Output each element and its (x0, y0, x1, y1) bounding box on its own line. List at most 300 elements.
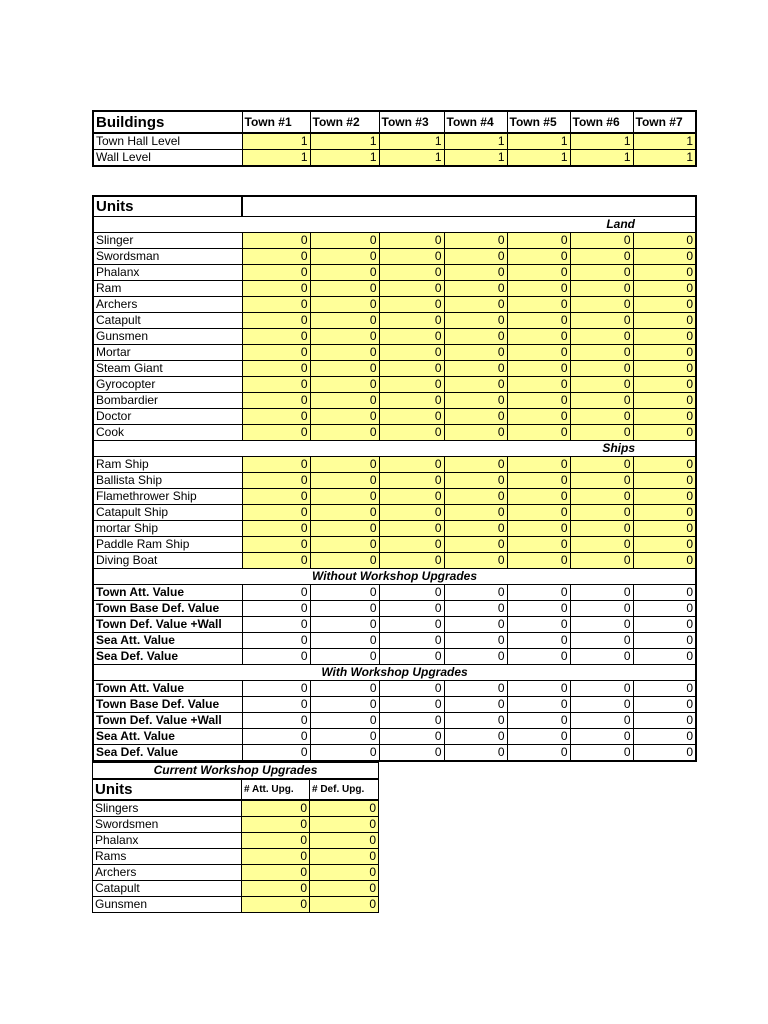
town-4-header: Town #4 (444, 111, 507, 133)
input-cell[interactable]: 0 (310, 489, 379, 505)
input-cell[interactable]: 0 (570, 457, 633, 473)
input-cell[interactable]: 0 (242, 345, 310, 361)
row-label: Ram Ship (93, 457, 242, 473)
row-label: Cook (93, 425, 242, 441)
value-cell: 0 (310, 617, 379, 633)
value-cell: 0 (379, 681, 444, 697)
input-cell[interactable]: 0 (379, 281, 444, 297)
row-label: Catapult (93, 881, 242, 897)
input-cell[interactable]: 0 (507, 393, 570, 409)
input-cell[interactable]: 0 (379, 329, 444, 345)
input-cell[interactable]: 0 (570, 537, 633, 553)
input-cell[interactable]: 0 (507, 297, 570, 313)
value-cell: 0 (444, 633, 507, 649)
input-cell[interactable]: 0 (507, 521, 570, 537)
att-upgrade-cell[interactable]: 0 (242, 881, 310, 897)
def-upgrade-cell[interactable]: 0 (310, 849, 379, 865)
input-cell[interactable]: 0 (507, 553, 570, 569)
value-cell: 0 (570, 649, 633, 665)
with-upgrades-label: With Workshop Upgrades (93, 665, 696, 681)
att-upgrade-cell[interactable]: 0 (242, 849, 310, 865)
input-cell[interactable]: 0 (444, 457, 507, 473)
input-cell[interactable]: 0 (310, 361, 379, 377)
value-cell: 0 (242, 601, 310, 617)
value-cell: 0 (444, 729, 507, 745)
ship-unit-row (93, 537, 696, 553)
input-cell[interactable]: 0 (242, 377, 310, 393)
value-row (93, 681, 696, 697)
input-cell[interactable]: 1 (444, 133, 507, 150)
town-5-header: Town #5 (507, 111, 570, 133)
workshop-row (93, 865, 379, 881)
row-label: Diving Boat (93, 553, 242, 569)
land-unit-row (93, 329, 696, 345)
input-cell[interactable]: 0 (444, 361, 507, 377)
value-cell: 0 (570, 713, 633, 729)
att-upg-header: # Att. Upg. (242, 779, 310, 800)
input-cell[interactable]: 0 (633, 297, 696, 313)
workshop-title-row (93, 763, 379, 780)
value-cell: 0 (633, 729, 696, 745)
value-cell: 0 (310, 745, 379, 762)
input-cell[interactable]: 1 (242, 133, 310, 150)
input-cell[interactable]: 0 (242, 473, 310, 489)
input-cell[interactable]: 0 (444, 505, 507, 521)
value-cell: 0 (570, 729, 633, 745)
input-cell[interactable]: 0 (633, 393, 696, 409)
value-cell: 0 (444, 713, 507, 729)
input-cell[interactable]: 0 (379, 377, 444, 393)
input-cell[interactable]: 0 (242, 537, 310, 553)
value-cell: 0 (242, 697, 310, 713)
value-cell: 0 (310, 729, 379, 745)
input-cell[interactable]: 0 (570, 409, 633, 425)
units-header: Units (93, 196, 242, 217)
units-table (92, 195, 697, 762)
row-label: Town Def. Value +Wall (93, 617, 242, 633)
input-cell[interactable]: 0 (633, 537, 696, 553)
input-cell[interactable]: 1 (444, 150, 507, 167)
input-cell[interactable]: 0 (379, 457, 444, 473)
value-cell: 0 (379, 601, 444, 617)
row-label: Mortar (93, 345, 242, 361)
input-cell[interactable]: 0 (310, 409, 379, 425)
att-upgrade-cell[interactable]: 0 (242, 897, 310, 913)
input-cell[interactable]: 0 (444, 265, 507, 281)
input-cell[interactable]: 0 (310, 281, 379, 297)
input-cell[interactable]: 0 (242, 425, 310, 441)
land-unit-row (93, 409, 696, 425)
value-cell: 0 (444, 601, 507, 617)
input-cell[interactable]: 1 (507, 150, 570, 167)
row-label: Archers (93, 865, 242, 881)
value-cell: 0 (444, 745, 507, 762)
value-cell: 0 (570, 633, 633, 649)
input-cell[interactable]: 0 (507, 505, 570, 521)
land-unit-row (93, 265, 696, 281)
input-cell[interactable]: 0 (507, 425, 570, 441)
input-cell[interactable]: 0 (444, 553, 507, 569)
input-cell[interactable]: 1 (379, 133, 444, 150)
input-cell[interactable]: 1 (310, 133, 379, 150)
input-cell[interactable]: 0 (242, 329, 310, 345)
input-cell[interactable]: 0 (444, 537, 507, 553)
input-cell[interactable]: 0 (570, 249, 633, 265)
value-cell: 0 (310, 649, 379, 665)
value-cell: 0 (633, 649, 696, 665)
input-cell[interactable]: 1 (379, 150, 444, 167)
value-cell: 0 (507, 585, 570, 601)
input-cell[interactable]: 0 (633, 489, 696, 505)
input-cell[interactable]: 0 (633, 281, 696, 297)
input-cell[interactable]: 0 (444, 473, 507, 489)
input-cell[interactable]: 0 (444, 249, 507, 265)
att-upgrade-cell[interactable]: 0 (242, 800, 310, 817)
value-cell: 0 (444, 681, 507, 697)
land-section-label-row (93, 217, 696, 233)
value-row (93, 713, 696, 729)
row-label: Gunsmen (93, 329, 242, 345)
land-unit-row (93, 297, 696, 313)
input-cell[interactable]: 0 (633, 425, 696, 441)
input-cell[interactable]: 0 (444, 329, 507, 345)
land-unit-row (93, 425, 696, 441)
input-cell[interactable]: 0 (242, 361, 310, 377)
input-cell[interactable]: 0 (310, 377, 379, 393)
row-label: Bombardier (93, 393, 242, 409)
att-upgrade-cell[interactable]: 0 (242, 817, 310, 833)
input-cell[interactable]: 0 (379, 313, 444, 329)
input-cell[interactable]: 0 (507, 473, 570, 489)
value-cell: 0 (507, 729, 570, 745)
value-cell: 0 (310, 633, 379, 649)
input-cell[interactable]: 0 (570, 425, 633, 441)
value-cell: 0 (379, 649, 444, 665)
row-label: Slingers (93, 800, 242, 817)
value-cell: 0 (633, 601, 696, 617)
input-cell[interactable]: 0 (379, 249, 444, 265)
input-cell[interactable]: 0 (310, 425, 379, 441)
input-cell[interactable]: 0 (242, 457, 310, 473)
input-cell[interactable]: 0 (379, 505, 444, 521)
value-cell: 0 (633, 681, 696, 697)
value-cell: 0 (570, 681, 633, 697)
input-cell[interactable]: 0 (507, 409, 570, 425)
spreadsheet (92, 110, 697, 913)
workshop-row (93, 881, 379, 897)
input-cell[interactable]: 0 (242, 521, 310, 537)
land-unit-row (93, 313, 696, 329)
input-cell[interactable]: 0 (633, 249, 696, 265)
input-cell[interactable]: 0 (633, 361, 696, 377)
input-cell[interactable]: 0 (379, 489, 444, 505)
input-cell[interactable]: 0 (444, 297, 507, 313)
input-cell[interactable]: 0 (310, 457, 379, 473)
value-cell: 0 (379, 697, 444, 713)
input-cell[interactable]: 1 (633, 133, 696, 150)
input-cell[interactable]: 0 (242, 553, 310, 569)
input-cell[interactable]: 0 (379, 521, 444, 537)
input-cell[interactable]: 0 (633, 329, 696, 345)
value-row (93, 601, 696, 617)
value-row (93, 729, 696, 745)
value-cell: 0 (310, 681, 379, 697)
input-cell[interactable]: 0 (379, 297, 444, 313)
input-cell[interactable]: 0 (570, 233, 633, 249)
value-cell: 0 (507, 617, 570, 633)
input-cell[interactable]: 0 (444, 425, 507, 441)
row-label: Catapult Ship (93, 505, 242, 521)
workshop-row (93, 897, 379, 913)
input-cell[interactable]: 0 (507, 361, 570, 377)
land-unit-row (93, 393, 696, 409)
workshop-row (93, 817, 379, 833)
input-cell[interactable]: 0 (444, 281, 507, 297)
input-cell[interactable]: 0 (379, 409, 444, 425)
value-cell: 0 (633, 745, 696, 762)
input-cell[interactable]: 0 (633, 553, 696, 569)
input-cell[interactable]: 0 (507, 265, 570, 281)
without-upgrades-label: Without Workshop Upgrades (93, 569, 696, 585)
ship-unit-row (93, 553, 696, 569)
input-cell[interactable]: 0 (242, 409, 310, 425)
input-cell[interactable]: 0 (379, 473, 444, 489)
wall-level-row (93, 150, 696, 167)
land-unit-row (93, 361, 696, 377)
att-upgrade-cell[interactable]: 0 (242, 833, 310, 849)
input-cell[interactable]: 0 (379, 553, 444, 569)
input-cell[interactable]: 0 (570, 393, 633, 409)
row-label: Sea Def. Value (93, 649, 242, 665)
value-cell: 0 (379, 729, 444, 745)
input-cell[interactable]: 0 (507, 281, 570, 297)
def-upgrade-cell[interactable]: 0 (310, 833, 379, 849)
workshop-header-row (93, 779, 379, 800)
input-cell[interactable]: 0 (242, 489, 310, 505)
value-cell: 0 (379, 585, 444, 601)
value-cell: 0 (507, 681, 570, 697)
input-cell[interactable]: 0 (633, 457, 696, 473)
input-cell[interactable]: 0 (242, 505, 310, 521)
input-cell[interactable]: 0 (570, 313, 633, 329)
value-cell: 0 (310, 601, 379, 617)
input-cell[interactable]: 0 (633, 345, 696, 361)
def-upgrade-cell[interactable]: 0 (310, 897, 379, 913)
input-cell[interactable]: 0 (570, 473, 633, 489)
input-cell[interactable]: 0 (379, 345, 444, 361)
input-cell[interactable]: 0 (444, 393, 507, 409)
input-cell[interactable]: 0 (570, 265, 633, 281)
value-cell: 0 (507, 713, 570, 729)
input-cell[interactable]: 0 (444, 377, 507, 393)
value-cell: 0 (379, 617, 444, 633)
input-cell[interactable]: 0 (633, 377, 696, 393)
input-cell[interactable]: 0 (633, 265, 696, 281)
input-cell[interactable]: 0 (507, 537, 570, 553)
input-cell[interactable]: 0 (242, 249, 310, 265)
value-cell: 0 (633, 697, 696, 713)
input-cell[interactable]: 0 (633, 521, 696, 537)
input-cell[interactable]: 0 (570, 281, 633, 297)
value-cell: 0 (570, 617, 633, 633)
row-label: Ram (93, 281, 242, 297)
town-7-header: Town #7 (633, 111, 696, 133)
input-cell[interactable]: 0 (379, 265, 444, 281)
row-label: Phalanx (93, 265, 242, 281)
value-cell: 0 (444, 585, 507, 601)
input-cell[interactable]: 0 (379, 361, 444, 377)
input-cell[interactable]: 0 (570, 521, 633, 537)
def-upgrade-cell[interactable]: 0 (310, 865, 379, 881)
value-row (93, 697, 696, 713)
value-cell: 0 (507, 745, 570, 762)
town-1-header: Town #1 (242, 111, 310, 133)
input-cell[interactable]: 0 (310, 345, 379, 361)
value-row (93, 649, 696, 665)
value-cell: 0 (310, 697, 379, 713)
input-cell[interactable]: 0 (570, 345, 633, 361)
value-row (93, 617, 696, 633)
town-2-header: Town #2 (310, 111, 379, 133)
input-cell[interactable]: 0 (570, 505, 633, 521)
input-cell[interactable]: 0 (570, 489, 633, 505)
land-unit-row (93, 345, 696, 361)
ships-section-label-row (93, 441, 696, 457)
input-cell[interactable]: 0 (570, 329, 633, 345)
workshop-row (93, 849, 379, 865)
att-upgrade-cell[interactable]: 0 (242, 865, 310, 881)
def-upgrade-cell[interactable]: 0 (310, 817, 379, 833)
row-label: Steam Giant (93, 361, 242, 377)
input-cell[interactable]: 0 (444, 233, 507, 249)
input-cell[interactable]: 0 (633, 505, 696, 521)
value-cell: 0 (310, 713, 379, 729)
input-cell[interactable]: 0 (310, 329, 379, 345)
input-cell[interactable]: 0 (310, 521, 379, 537)
input-cell[interactable]: 0 (242, 233, 310, 249)
input-cell[interactable]: 0 (242, 265, 310, 281)
ship-unit-row (93, 505, 696, 521)
input-cell[interactable]: 0 (570, 297, 633, 313)
value-cell: 0 (444, 697, 507, 713)
input-cell[interactable]: 0 (570, 361, 633, 377)
input-cell[interactable]: 0 (444, 345, 507, 361)
input-cell[interactable]: 0 (310, 265, 379, 281)
input-cell[interactable]: 0 (310, 473, 379, 489)
input-cell[interactable]: 0 (379, 537, 444, 553)
row-label: Catapult (93, 313, 242, 329)
input-cell[interactable]: 0 (633, 409, 696, 425)
row-label: Town Att. Value (93, 681, 242, 697)
input-cell[interactable]: 0 (444, 489, 507, 505)
input-cell[interactable]: 0 (633, 233, 696, 249)
input-cell[interactable]: 0 (507, 233, 570, 249)
row-label: Ballista Ship (93, 473, 242, 489)
input-cell[interactable]: 0 (507, 345, 570, 361)
input-cell[interactable]: 0 (242, 297, 310, 313)
input-cell[interactable]: 0 (507, 457, 570, 473)
row-label: Town Hall Level (93, 133, 242, 150)
input-cell[interactable]: 0 (379, 233, 444, 249)
input-cell[interactable]: 1 (242, 150, 310, 167)
input-cell[interactable]: 0 (507, 249, 570, 265)
input-cell[interactable]: 0 (242, 393, 310, 409)
ship-unit-row (93, 457, 696, 473)
row-label: Sea Def. Value (93, 745, 242, 762)
input-cell[interactable]: 1 (570, 150, 633, 167)
input-cell[interactable]: 0 (310, 233, 379, 249)
input-cell[interactable]: 0 (310, 553, 379, 569)
buildings-table (92, 110, 697, 167)
row-label: Town Base Def. Value (93, 697, 242, 713)
input-cell[interactable]: 0 (633, 313, 696, 329)
def-upgrade-cell[interactable]: 0 (310, 881, 379, 897)
input-cell[interactable]: 1 (507, 133, 570, 150)
value-cell: 0 (570, 745, 633, 762)
land-section-label: Land (93, 217, 696, 233)
input-cell[interactable]: 0 (633, 473, 696, 489)
without-upgrades-label-row (93, 569, 696, 585)
input-cell[interactable]: 0 (444, 521, 507, 537)
value-row (93, 585, 696, 601)
input-cell[interactable]: 0 (310, 537, 379, 553)
input-cell[interactable]: 0 (310, 505, 379, 521)
value-cell: 0 (633, 633, 696, 649)
input-cell[interactable]: 0 (507, 329, 570, 345)
row-label: Sea Att. Value (93, 729, 242, 745)
input-cell[interactable]: 0 (310, 249, 379, 265)
units-header-blank (242, 196, 696, 217)
input-cell[interactable]: 0 (310, 297, 379, 313)
value-cell: 0 (507, 697, 570, 713)
row-label: Doctor (93, 409, 242, 425)
land-unit-row (93, 281, 696, 297)
input-cell[interactable]: 0 (310, 313, 379, 329)
input-cell[interactable]: 1 (310, 150, 379, 167)
input-cell[interactable]: 0 (379, 425, 444, 441)
value-cell: 0 (570, 697, 633, 713)
input-cell[interactable]: 0 (507, 377, 570, 393)
input-cell[interactable]: 1 (633, 150, 696, 167)
value-cell: 0 (507, 601, 570, 617)
input-cell[interactable]: 0 (310, 393, 379, 409)
town-3-header: Town #3 (379, 111, 444, 133)
workshop-units-header: Units (93, 779, 242, 800)
input-cell[interactable]: 0 (507, 489, 570, 505)
input-cell[interactable]: 0 (570, 553, 633, 569)
value-cell: 0 (242, 585, 310, 601)
value-cell: 0 (633, 617, 696, 633)
input-cell[interactable]: 0 (444, 409, 507, 425)
input-cell[interactable]: 0 (242, 281, 310, 297)
input-cell[interactable]: 0 (444, 313, 507, 329)
with-upgrades-label-row (93, 665, 696, 681)
buildings-header: Buildings (93, 111, 242, 133)
workshop-row (93, 833, 379, 849)
input-cell[interactable]: 0 (570, 377, 633, 393)
input-cell[interactable]: 1 (570, 133, 633, 150)
value-cell: 0 (444, 649, 507, 665)
input-cell[interactable]: 0 (242, 313, 310, 329)
value-cell: 0 (242, 745, 310, 762)
input-cell[interactable]: 0 (507, 313, 570, 329)
workshop-row (93, 800, 379, 817)
input-cell[interactable]: 0 (379, 393, 444, 409)
value-cell: 0 (507, 633, 570, 649)
spacer (92, 167, 697, 195)
workshop-table (92, 762, 379, 913)
def-upgrade-cell[interactable]: 0 (310, 800, 379, 817)
